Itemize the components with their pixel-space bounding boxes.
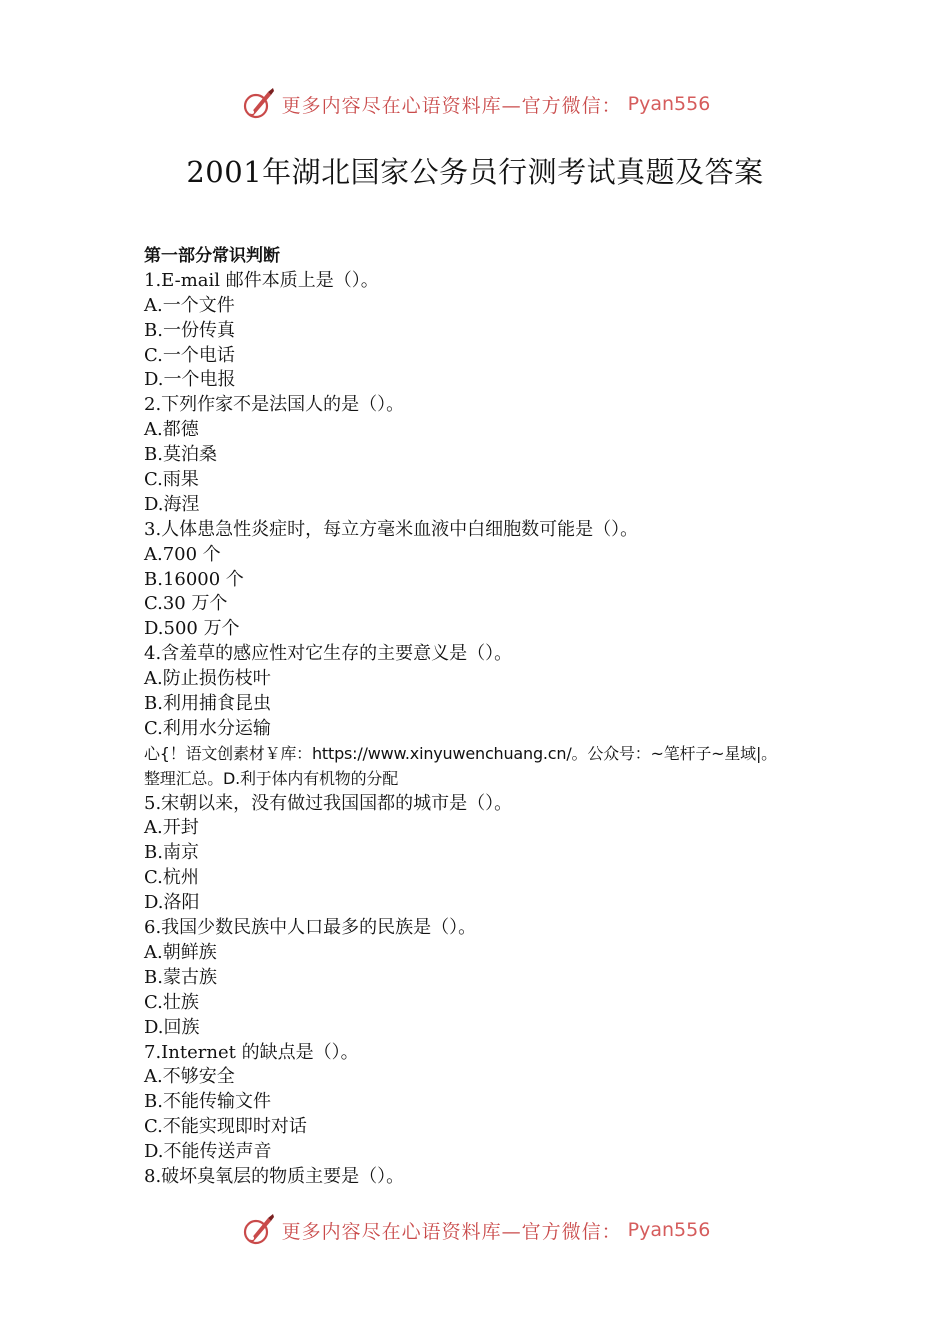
watermark-line: 整理汇总。D.利于体内有机物的分配 [144, 768, 399, 788]
text-line: C.不能实现即时对话 [144, 1116, 307, 1138]
section-heading: 第一部分常识判断 [144, 246, 280, 266]
text-line: A.开封 [144, 817, 199, 839]
text-line: A.朝鲜族 [144, 941, 217, 963]
banner-wechat-id: Pyan556 [627, 93, 711, 115]
text-line: D.海涅 [144, 493, 200, 515]
text-line: B.蒙古族 [144, 966, 217, 988]
header-banner [0, 84, 950, 124]
text-line: A.一个文件 [144, 294, 235, 316]
text-line: C.30 万个 [144, 593, 228, 615]
text-line: B.南京 [144, 842, 199, 864]
text-line: B.利用捕食昆虫 [144, 693, 271, 715]
text-line: D.500 万个 [144, 618, 240, 640]
text-line: C.一个电话 [144, 344, 235, 366]
text-line: B.一份传真 [144, 319, 235, 341]
quill-pen-logo-icon [240, 86, 276, 122]
document-body [144, 244, 844, 1190]
text-line: B.不能传输文件 [144, 1091, 271, 1113]
text-line: A.防止损伤枝叶 [144, 668, 271, 690]
document-title: 2001年湖北国家公务员行测考试真题及答案 [186, 155, 764, 189]
banner-wechat-id: Pyan556 [627, 1219, 711, 1241]
text-line: C.雨果 [144, 469, 199, 491]
text-line: C.杭州 [144, 867, 199, 889]
banner-text: 更多内容尽在心语资料库—官方微信： [281, 94, 622, 117]
text-line: 5.宋朝以来，没有做过我国国都的城市是（）。 [144, 792, 513, 814]
text-line: 6.我国少数民族中人口最多的民族是（）。 [144, 917, 477, 939]
watermark-line: 心{！语文创素材￥库：https://www.xinyuwenchuang.cn/。公众号：~笔杆子~星域|。 [144, 743, 777, 763]
text-line: D.洛阳 [144, 892, 200, 914]
text-line: D.回族 [144, 1016, 200, 1038]
text-line: A.都德 [144, 419, 199, 441]
text-line: 2.下列作家不是法国人的是（）。 [144, 394, 405, 416]
text-line: B.16000 个 [144, 568, 244, 590]
quill-pen-logo-icon [240, 1212, 276, 1248]
text-line: C.壮族 [144, 991, 199, 1013]
text-line: 8.破坏臭氧层的物质主要是（）。 [144, 1165, 405, 1187]
text-line: 3.人体患急性炎症时，每立方毫米血液中白细胞数可能是（）。 [144, 518, 639, 540]
text-line: D.不能传送声音 [144, 1141, 272, 1163]
text-line: B.莫泊桑 [144, 444, 217, 466]
footer-banner-inner [240, 1212, 711, 1248]
text-line: A.不够安全 [144, 1066, 235, 1088]
text-line: 7.Internet 的缺点是（）。 [144, 1041, 359, 1063]
text-line: 4.含羞草的感应性对它生存的主要意义是（）。 [144, 643, 513, 665]
text-line: D.一个电报 [144, 369, 236, 391]
header-banner-inner [240, 86, 711, 122]
banner-text: 更多内容尽在心语资料库—官方微信： [281, 1220, 622, 1243]
footer-banner [0, 1210, 950, 1250]
text-line: 1.E-mail 邮件本质上是（）。 [144, 269, 379, 291]
text-line: A.700 个 [144, 543, 221, 565]
text-line: C.利用水分运输 [144, 717, 271, 739]
